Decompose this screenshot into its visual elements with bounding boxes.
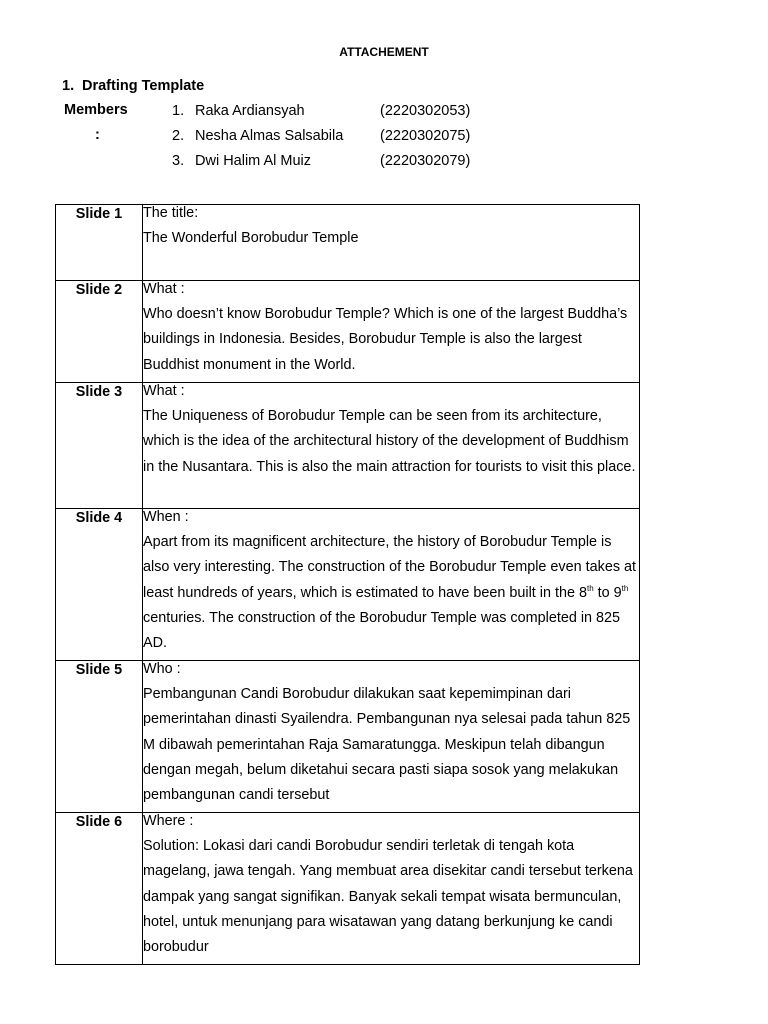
slide-body: The Wonderful Borobudur Temple <box>143 230 359 247</box>
slide-content <box>143 661 640 813</box>
slide-heading: What : <box>143 281 185 297</box>
slide-content <box>143 509 640 661</box>
slide-heading: Where : <box>143 813 194 829</box>
ordinal-suffix: th <box>621 583 629 593</box>
slide-heading: Who : <box>143 661 181 677</box>
slide-body: Solution: Lokasi dari candi Borobudur sendiri terletak di tengah kota magelang, jawa tengah. Yang membuat area disekitar candi tersebut terkena dampak yang sangat signifikan. Banyak sekali tempat wisata bermunculan, hotel, untuk menunjang para wisatawan yang datang berkunjung ke candi borobudur <box>143 838 633 956</box>
member-number: 3. <box>172 153 185 169</box>
slide-heading: When : <box>143 509 189 525</box>
slide-content <box>143 205 640 281</box>
slide-body <box>143 530 639 656</box>
members-colon: : <box>95 127 100 143</box>
slide-label: Slide 4 <box>56 509 143 661</box>
page-title: ATTACHEMENT <box>339 45 429 59</box>
member-name: Raka Ardiansyah <box>195 103 305 119</box>
member-name: Nesha Almas Salsabila <box>195 128 344 144</box>
slide-content <box>143 813 640 965</box>
slide-body-part: to 9 <box>593 584 622 601</box>
slide-body-part: centuries. The construction of the Borobudur Temple was completed in 825 AD. <box>143 609 621 652</box>
table-row <box>56 813 640 965</box>
slide-label: Slide 1 <box>56 205 143 281</box>
table-row <box>56 281 640 383</box>
member-number: 2. <box>172 128 185 144</box>
member-id: (2220302053) <box>380 103 471 119</box>
members-label: Members <box>64 102 128 118</box>
slide-label: Slide 3 <box>56 383 143 509</box>
ordinal-suffix: th <box>586 583 594 593</box>
slide-body: Pembangunan Candi Borobudur dilakukan saat kepemimpinan dari pemerintahan dinasti Syailendra. Pembangunan nya selesai pada tahun 825 M dibawah pemerintahan Raja Samaratungga. Meskipun telah dibangun dengan megah, belum diketahui secara pasti siapa sosok yang melakukan pembangunan candi tersebut <box>143 686 631 804</box>
slide-body: The Uniqueness of Borobudur Temple can be seen from its architecture, which is the idea of the architectural history of the development of Buddhism in the Nusantara. This is also the main attraction for tourists to visit this place. <box>143 408 636 475</box>
member-id: (2220302075) <box>380 128 471 144</box>
slide-body: Who doesn’t know Borobudur Temple? Which is one of the largest Buddha’s buildings in Indonesia. Besides, Borobudur Temple is also the largest Buddhist monument in the World. <box>143 306 628 373</box>
table-row <box>56 205 640 281</box>
section-heading <box>62 78 204 94</box>
member-id: (2220302079) <box>380 153 471 169</box>
table-row <box>56 661 640 813</box>
member-number: 1. <box>172 103 185 119</box>
slide-content <box>143 383 640 509</box>
table-row <box>56 509 640 661</box>
slide-body-part: Apart from its magnificent architecture, the history of Borobudur Temple is also very interesting. The construction of the Borobudur Temple even takes at least hundreds of years, which is estimated to have been built in the 8 <box>143 534 637 601</box>
slide-label: Slide 5 <box>56 661 143 813</box>
section-number: 1. <box>62 78 75 94</box>
slide-label: Slide 6 <box>56 813 143 965</box>
slide-label: Slide 2 <box>56 281 143 383</box>
slide-content <box>143 281 640 383</box>
member-name: Dwi Halim Al Muiz <box>195 153 312 169</box>
table-row <box>56 383 640 509</box>
slides-table <box>55 204 640 965</box>
section-heading-text: Drafting Template <box>82 78 205 94</box>
slide-heading: What : <box>143 383 185 399</box>
slide-heading: The title: <box>143 205 199 221</box>
